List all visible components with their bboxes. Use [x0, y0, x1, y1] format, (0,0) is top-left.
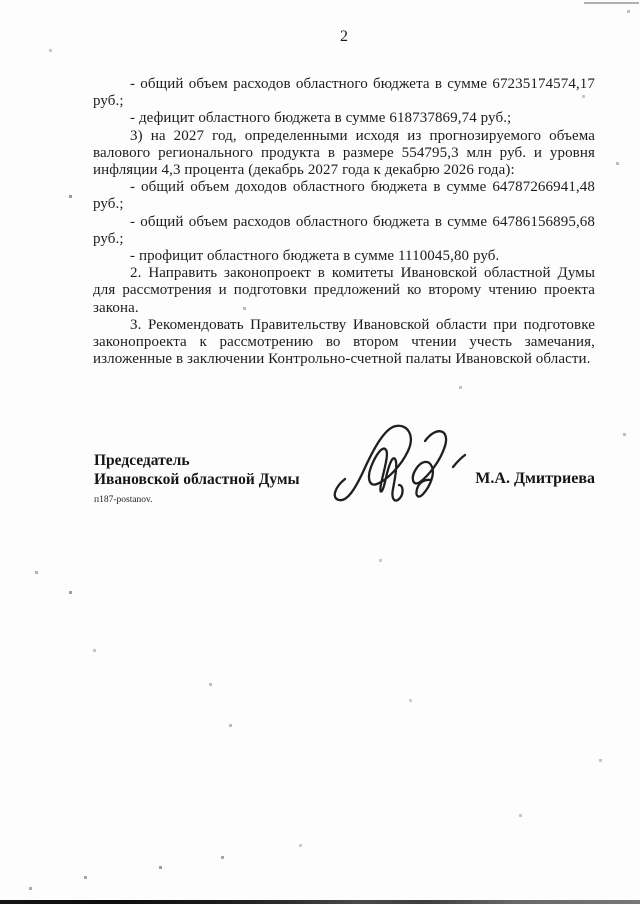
text-line: - общий объем доходов областного бюджета в сумме 64787266941,48 — [130, 179, 595, 196]
text-line: - общий объем расходов областного бюджета в сумме 64786156895,68 — [130, 213, 595, 230]
signer-name: М.А. Дмитриева — [475, 470, 595, 487]
text-line: инфляции 4,3 процента (декабрь 2027 года к декабрю 2026 года): — [93, 162, 515, 179]
text-line: для рассмотрения и подготовки предложений ко второму чтению проекта — [93, 282, 595, 299]
text-line: валового регионального продукта в размере 554795,3 млн руб. и уровня — [93, 144, 595, 161]
document-body — [93, 76, 595, 368]
scan-artifact-line — [584, 2, 639, 4]
text-line: закона. — [93, 299, 139, 316]
text-line: руб.; — [93, 230, 124, 247]
text-line: руб.; — [93, 196, 124, 213]
signer-title-line2: Ивановской областной Думы — [94, 471, 300, 488]
text-line: - дефицит областного бюджета в сумме 618737869,74 руб.; — [130, 110, 512, 127]
text-line: 3) на 2027 год, определенными исходя из прогнозируемого объема — [130, 127, 595, 144]
document-footer-note: п187-postanov. — [94, 495, 153, 505]
handwritten-signature-icon — [328, 417, 478, 509]
signer-title-line1: Председатель — [94, 452, 190, 469]
text-line: - профицит областного бюджета в сумме 1110045,80 руб. — [130, 248, 500, 265]
text-line: 2. Направить законопроект в комитеты Ивановской областной Думы — [130, 265, 595, 282]
text-line: законопроекта к рассмотрению во втором чтении учесть замечания, — [93, 334, 595, 351]
scan-noise-speckles — [0, 0, 1, 1]
text-line: изложенные в заключении Контрольно-счетной палаты Ивановской области. — [93, 351, 591, 368]
page-number: 2 — [340, 28, 348, 45]
text-line: руб.; — [93, 93, 124, 110]
text-line: - общий объем расходов областного бюджета в сумме 67235174574,17 — [130, 76, 595, 92]
text-line: 3. Рекомендовать Правительству Ивановской области при подготовке — [130, 316, 595, 333]
scan-artifact-bottom-bar — [0, 900, 640, 904]
